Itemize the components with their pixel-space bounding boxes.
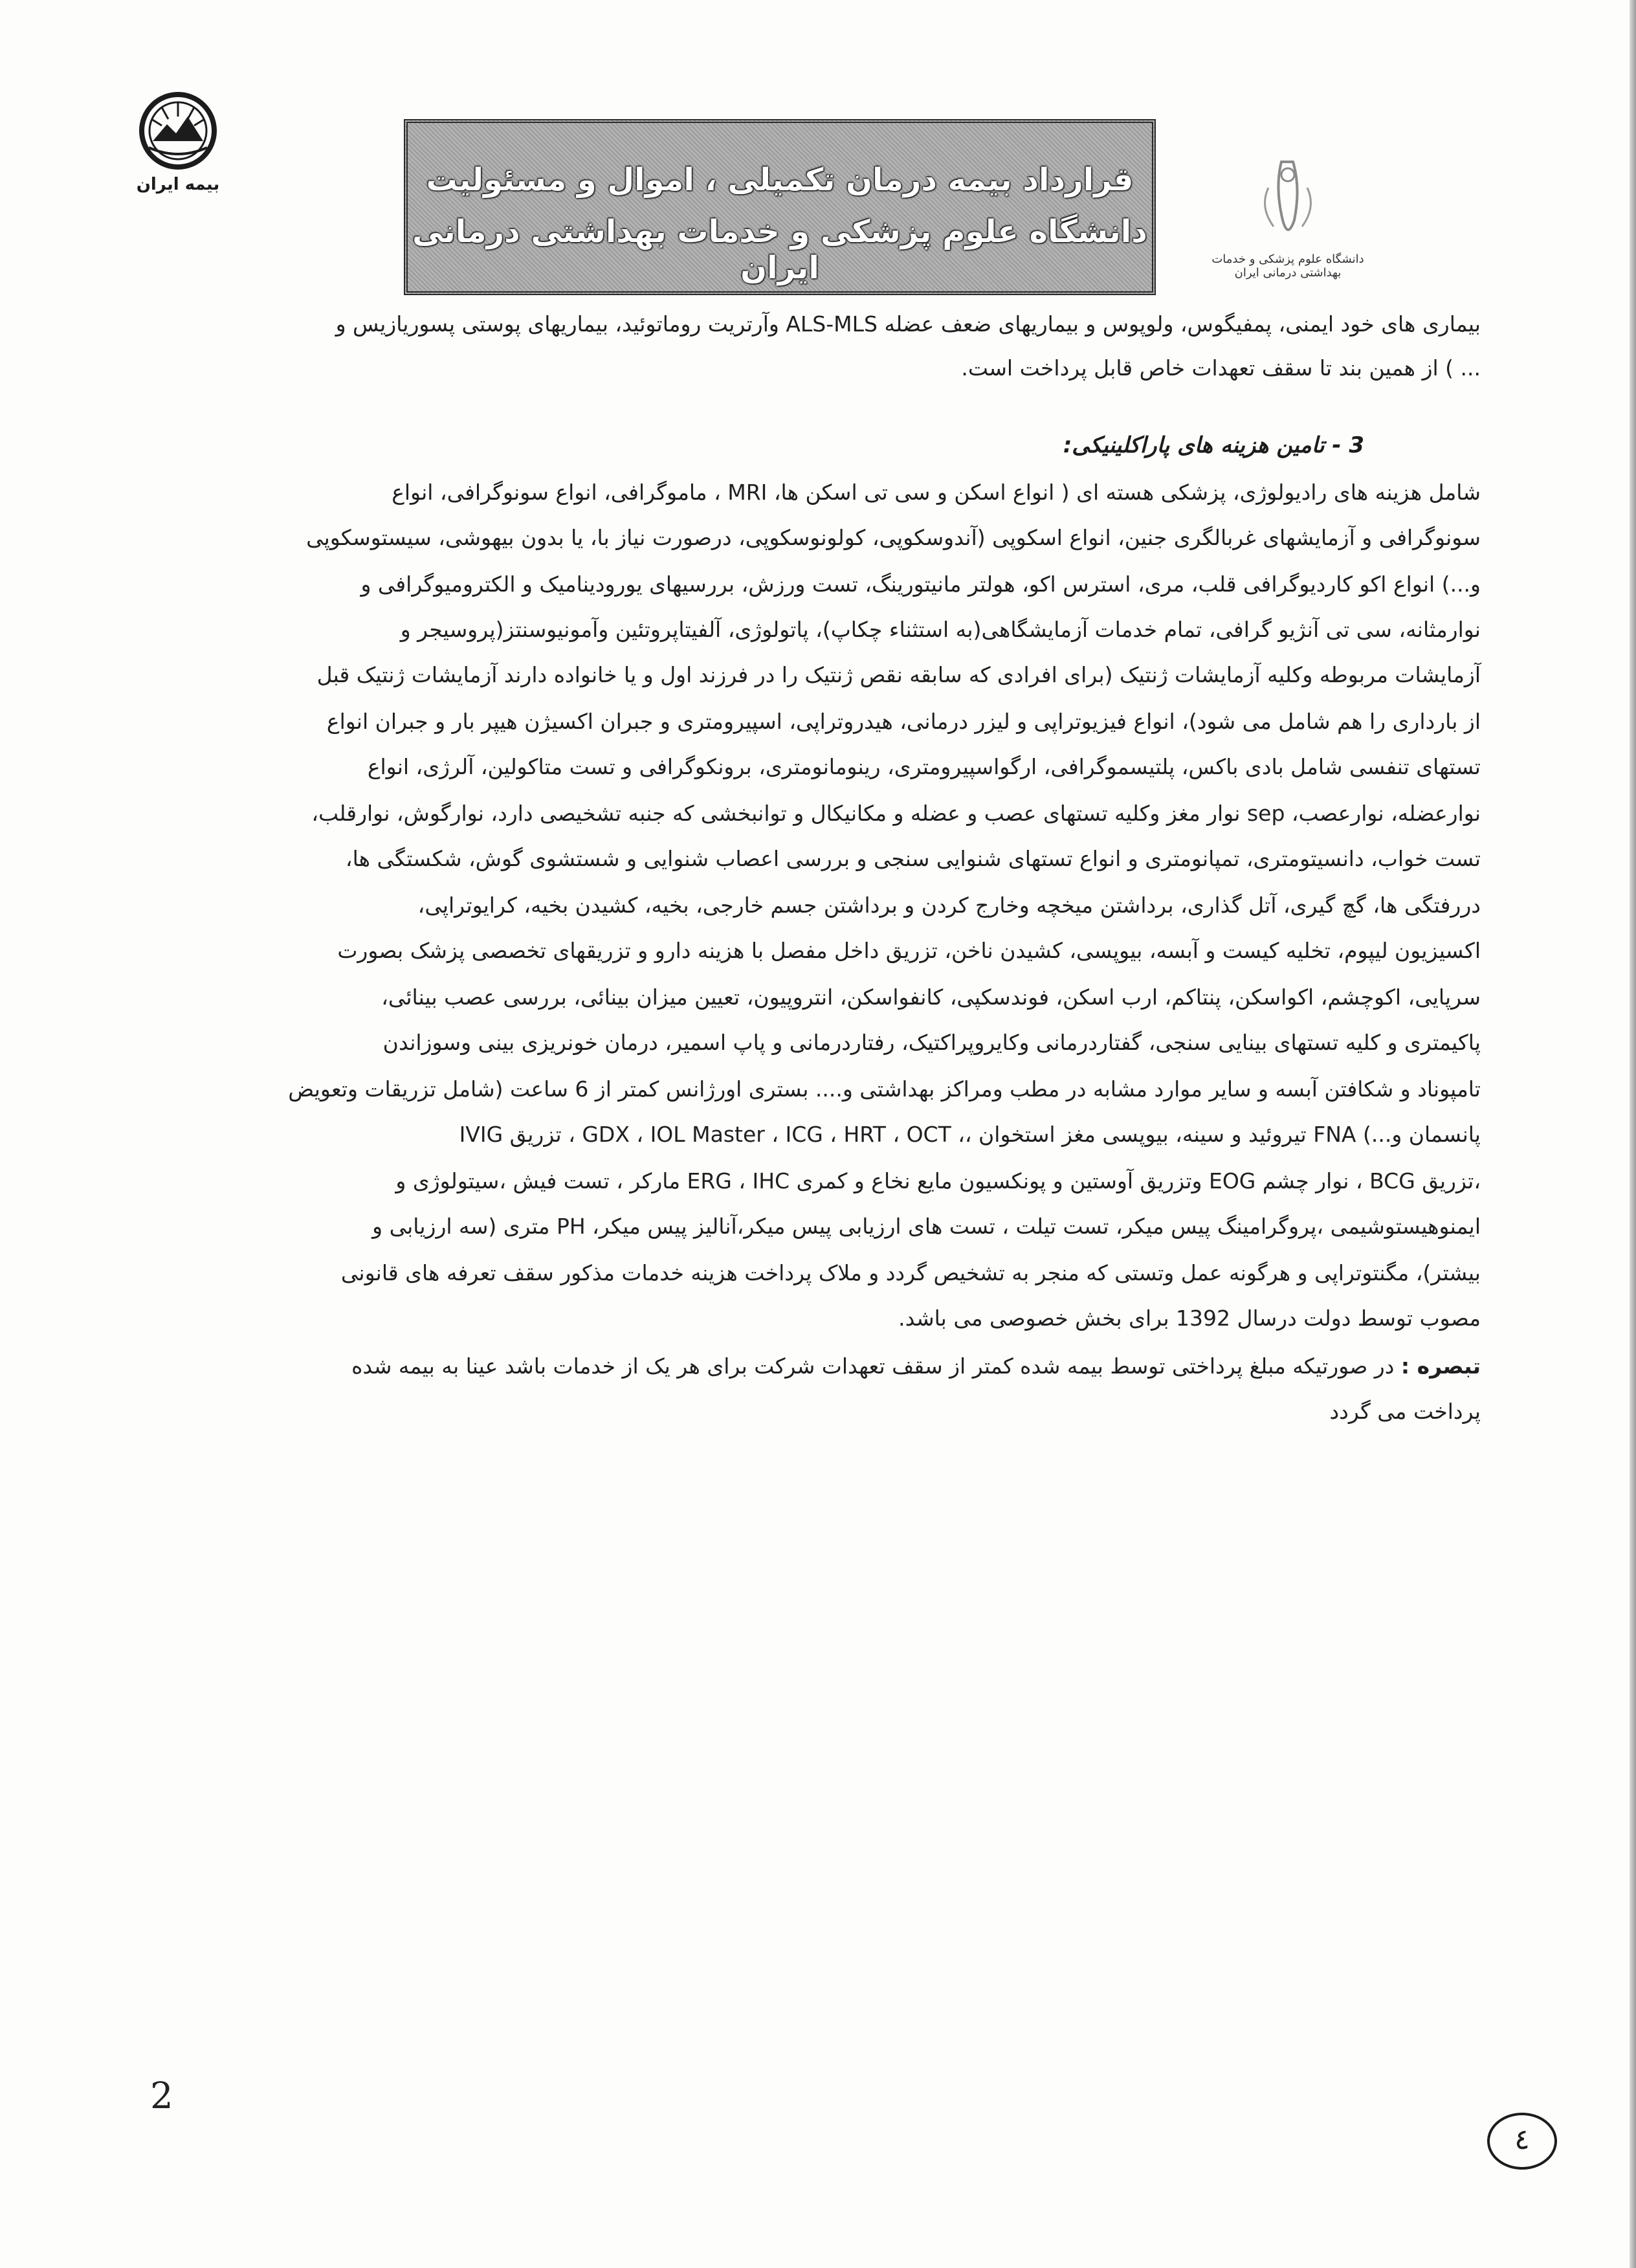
section-line-13: پاکیمتری و کلیه تستهای بینایی سنجی، گفتاردرمانی وکایروپراکتیک، رفتاردرمانی و پاپ اسمیر، درمان خونریزی بینی وسوزاندن (382, 1030, 1481, 1055)
university-emblem (1197, 149, 1378, 285)
section-line-16: ،تزریق BCG ، نوار چشم EOG وتزریق آوستین و پونکسیون مایع نخاع و کمری ERG ، IHC مارکر ، تست فیش ،سیتولوژی و (395, 1168, 1481, 1194)
note-line-1 (351, 1350, 1481, 1383)
section-line-14: تامپوناد و شکافتن آبسه و سایر موارد مشابه در مطب ومراکز بهداشتی و.... بستری اورژانس کمتر از 6 ساعت (شامل تزریقات وتعویض (288, 1076, 1481, 1102)
section-line-17: ایمنوهیستوشیمی ،پروگرامینگ پیس میکر، تست تیلت ، تست های ارزیابی پیس میکر،آنالیز پیس میکر، PH متری (سه ارزیابی و (372, 1214, 1481, 1239)
note-line-2: پرداخت می گردد (1329, 1399, 1481, 1424)
note-text-1: در صورتیکه مبلغ پرداختی توسط بیمه شده کمتر از سقف تعهدات شرکت برای هر یک از خدمات باشد عینا به بیمه شده (351, 1353, 1395, 1379)
title-line-1: قرارداد بیمه درمان تکمیلی ، اموال و مسئولیت (426, 162, 1134, 198)
intro-line-2: ... ) از همین بند تا سقف تعهدات خاص قابل پرداخت است. (961, 355, 1481, 381)
intro-line-1: بیماری های خود ایمنی، پمفیگوس، ولوپوس و بیماریهای ضعف عضله ALS-MLS وآرتریت روماتوئید، بیماریهای پوستی پسوریازیس و (335, 311, 1481, 337)
section-line-5: آزمایشات مربوطه وکلیه آزمایشات ژنتیک (برای افرادی که سابقه نقص ژنتیک را در فرزند اول و یا خانواده دارند آزمایشات ژنتیک قبل (316, 662, 1481, 687)
title-line-2: دانشگاه علوم پزشکی و خدمات بهداشتی درمانی ایران (412, 214, 1147, 286)
bimeh-iran-logo (129, 91, 227, 207)
section-line-8: نوارعضله، نوارعصب، sep نوار مغز وکلیه تستهای عصب و عضله و مکانیکال و توانبخشی که جنبه تشخیصی دارد، نوارگوش، نوارقلب، (311, 801, 1481, 826)
section-line-3: و...) انواع اکو کاردیوگرافی قلب، مری، استرس اکو، هولتر مانیتورینگ، تست ورزش، بررسیهای یورودینامیک و الکترومیوگرافی و (360, 572, 1481, 597)
emblem-icon (1197, 149, 1378, 252)
contract-title-box (404, 119, 1156, 295)
section-line-15: پانسمان و...) FNA تیروئید و سینه، بیوپسی مغز استخوان ،، GDX ، IOL Master ، ICG ، HRT ، OCT ، تزریق IVIG (459, 1122, 1481, 1147)
section-line-9: تست خواب، دانسیتومتری، تمپانومتری و انواع تستهای شنوایی سنجی و بررسی اعصاب شنوایی و شستشوی گوش، شکستگی ها، (345, 846, 1481, 871)
section-line-2: سونوگرافی و آزمایشهای غربالگری جنین، انواع اسکوپی (آندوسکوپی، کولونوسکوپی، درصورت نیاز با، یا بدون بیهوشی، سیستوسکوپی (306, 525, 1481, 550)
section-heading: 3 - تامین هزینه های پاراکلینیکی: (1063, 432, 1364, 458)
handwritten-number: ٤ (1514, 2123, 1530, 2156)
section-line-10: دررفتگی ها، گچ گیری، آتل گذاری، برداشتن میخچه وخارج کردن و برداشتن جسم خارجی، بخیه، کشیدن بخیه، کرایوتراپی، (417, 893, 1481, 918)
section-line-6: از بارداری را هم شامل می شود)، انواع فیزیوتراپی و لیزر درمانی، هیدروتراپی، اسپیرومتری و جبران اکسیژن هیپر بار و جبران انواع (326, 709, 1481, 734)
section-line-11: اکسیزیون لیپوم، تخلیه کیست و آبسه، بیوپسی، کشیدن ناخن، تزریق داخل مفصل با هزینه دارو و تزریقهای تخصصی پزشک بصورت (337, 938, 1481, 963)
section-line-18: بیشتر)، مگنتوتراپی و هرگونه عمل وتستی که منجر به تشخیص گردد و ملاک پرداخت هزینه خدمات مذکور سقف تعرفه های قانونی (340, 1260, 1481, 1285)
scan-edge (1630, 0, 1636, 2268)
handwritten-page-mark (1486, 2110, 1558, 2172)
section-line-4: نوارمثانه، سی تی آنژیو گرافی، تمام خدمات آزمایشگاهی(به استثناء چکاپ)، پاتولوژی، آلفیتاپروتئین وآمونیوسنتز(پروسیجر و (400, 617, 1481, 642)
logo-icon (129, 91, 227, 175)
section-line-12: سرپایی، اکوچشم، اکواسکن، پنتاکم، ارب اسکن، فوندسکپی، کانفواسکن، انتروپیون، تعیین میزان بینائی، بررسی عصب بینائی، (381, 984, 1481, 1010)
page-number: 2 (150, 2075, 173, 2117)
section-line-19: مصوب توسط دولت درسال 1392 برای بخش خصوصی می باشد. (898, 1306, 1481, 1331)
emblem-caption: دانشگاه علوم پزشکی و خدمات بهداشتی درمانی ایران (1211, 252, 1364, 280)
section-line-1: شامل هزینه های رادیولوژی، پزشکی هسته ای ( انواع اسکن و سی تی اسکن ها، MRI ، ماموگرافی، انواع سونوگرافی، انواع (392, 480, 1481, 505)
logo-label: بیمه ایران (136, 175, 220, 194)
section-line-7: تستهای تنفسی شامل بادی باکس، پلتیسموگرافی، ارگواسپیرومتری، رینومانومتری، برونکوگرافی و تست متاکولین، آلرژی، انواع (367, 754, 1481, 779)
note-label: تبصره : (1400, 1353, 1481, 1379)
